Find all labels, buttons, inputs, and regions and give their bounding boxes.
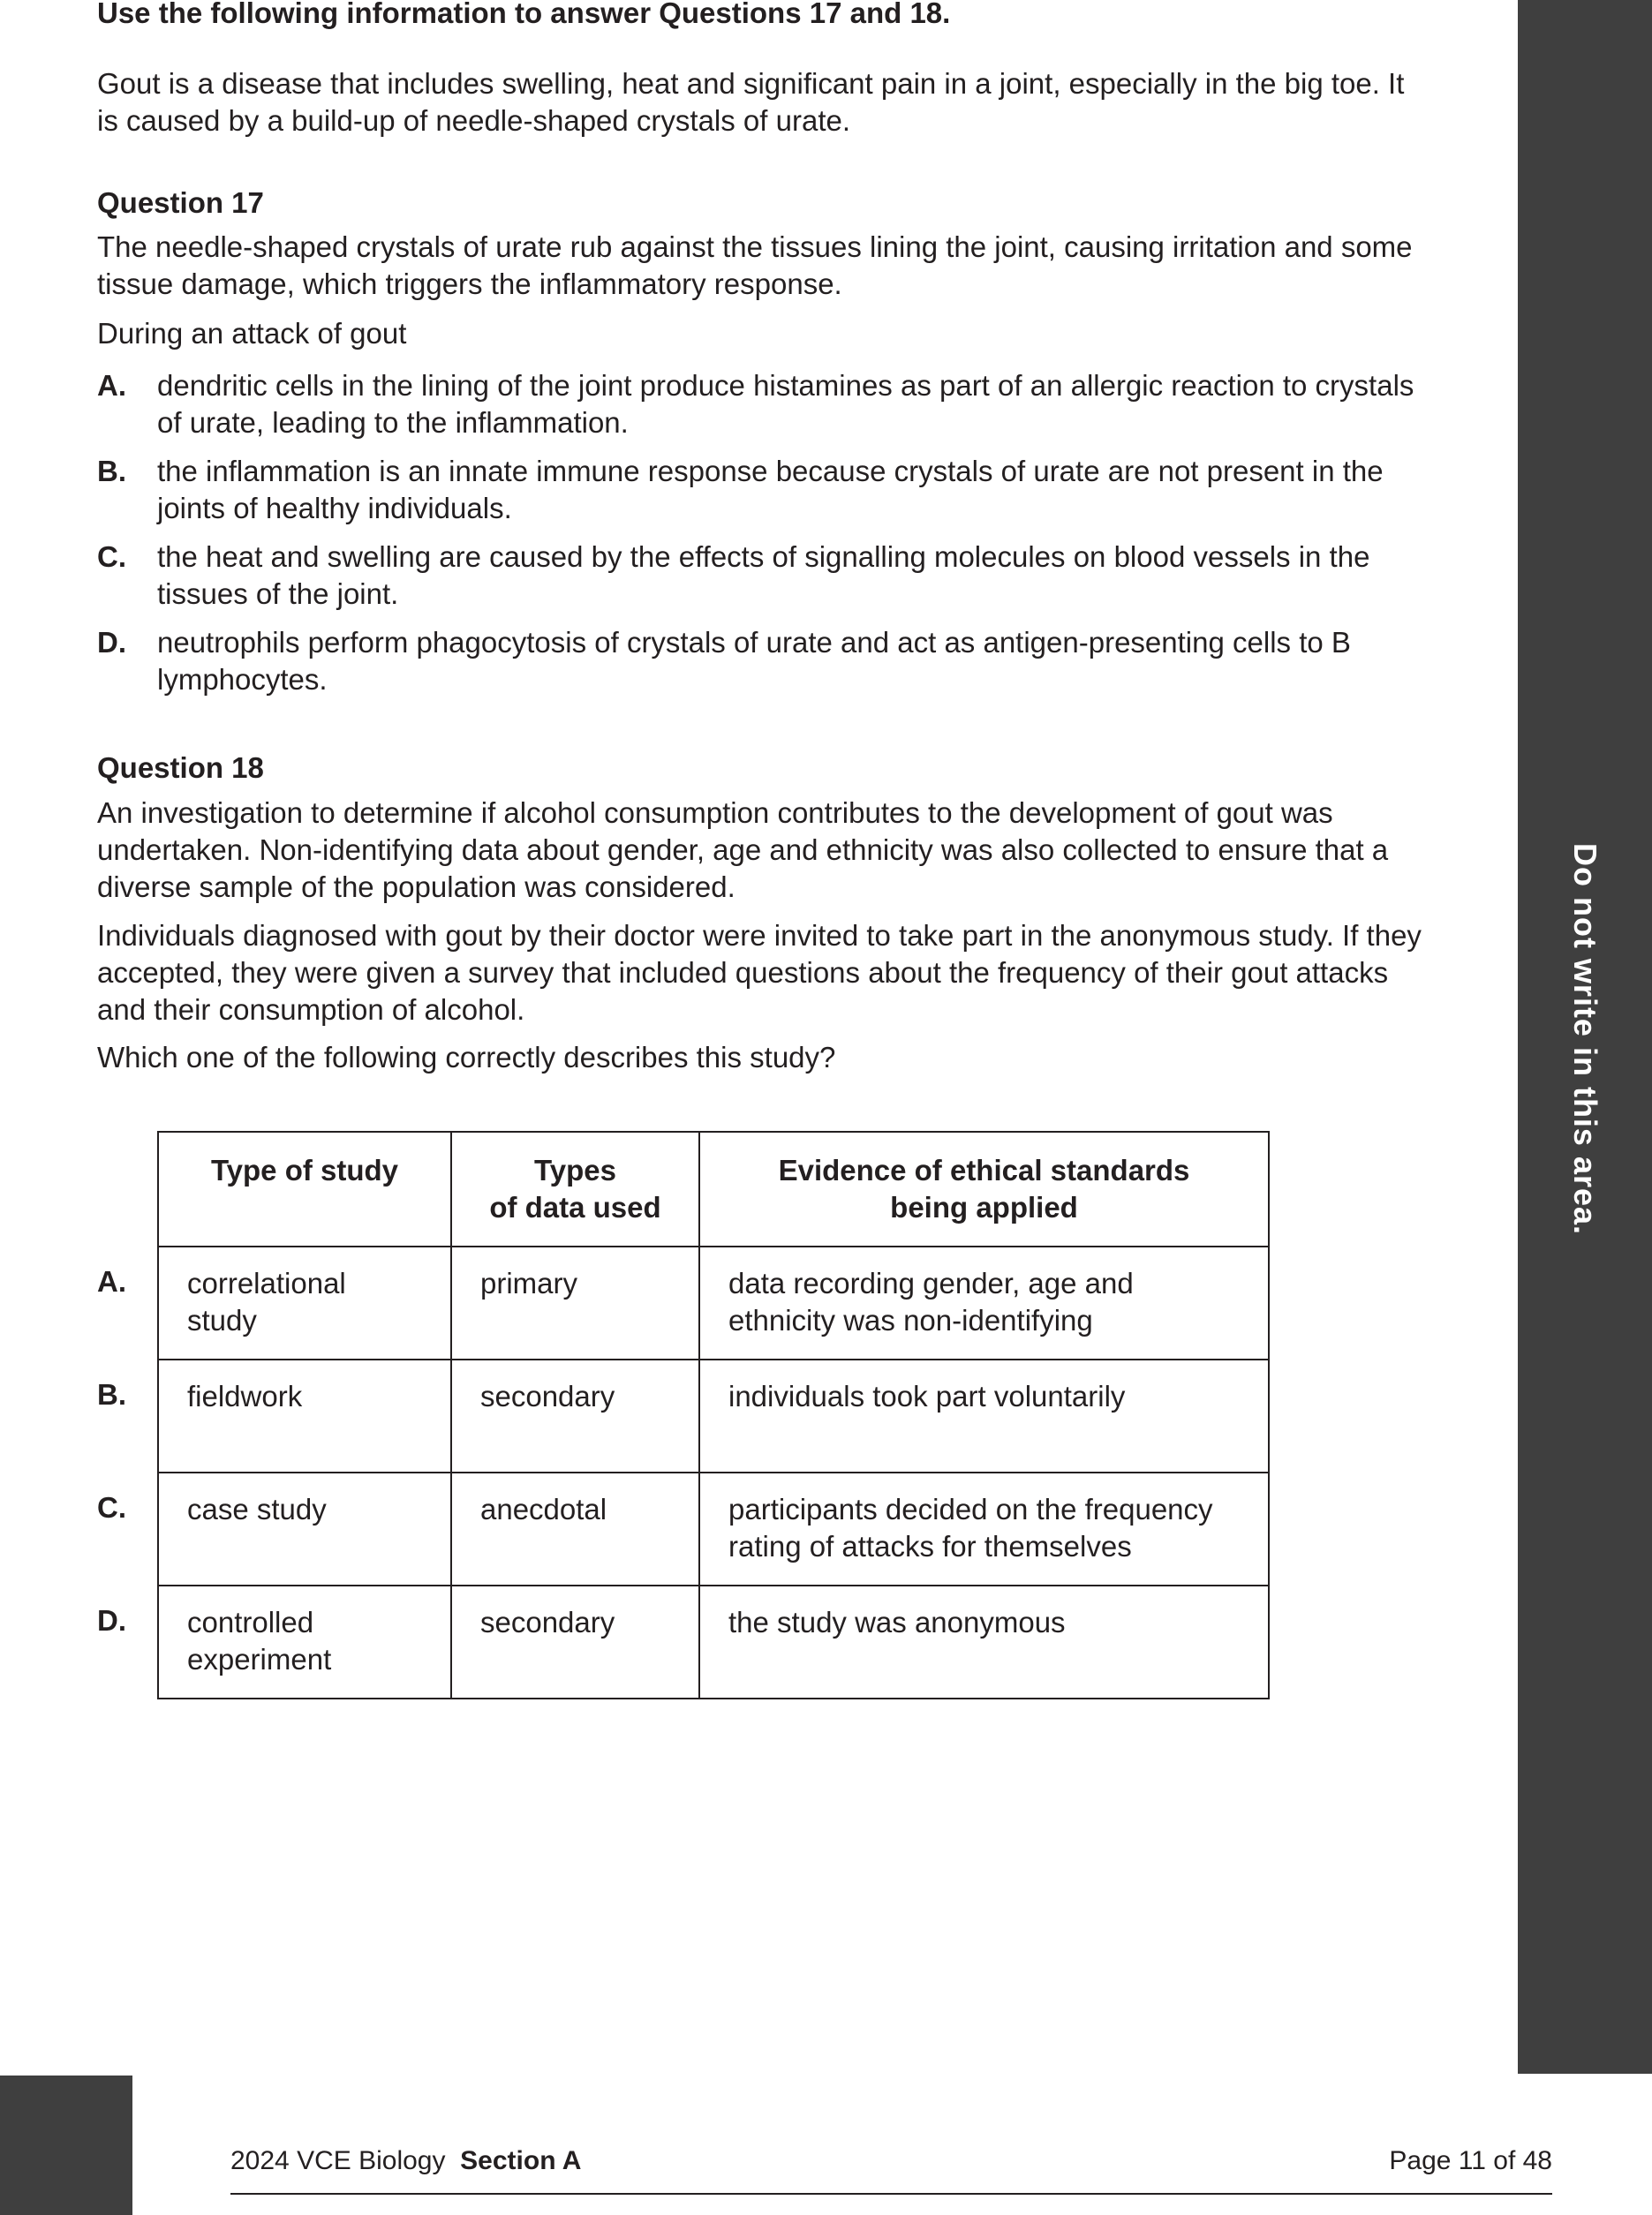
option-text: neutrophils perform phagocytosis of crystals of urate and act as antigen-presenting cells to B lymphocytes.: [157, 626, 1351, 696]
table-row[interactable]: [158, 1473, 1269, 1586]
option-letter: C.: [97, 540, 126, 573]
footer-exam: 2024 VCE Biology: [230, 2146, 446, 2175]
cell-type: fieldwork: [158, 1360, 451, 1473]
option-letter: B.: [97, 455, 126, 487]
cell-data: secondary: [451, 1586, 699, 1699]
question-18-stem-1: An investigation to determine if alcohol consumption contributes to the development of gout was undertaken. Non-identifying data about gender, age and ethnicity was also collected to ensure that a diverse sample of the population was considered.: [97, 796, 1389, 903]
option-letter: D.: [97, 626, 126, 659]
cell-type: case study: [158, 1473, 451, 1586]
footer-divider: [230, 2193, 1552, 2195]
cell-evidence: data recording gender, age and ethnicity was non-identifying: [699, 1247, 1269, 1360]
row-letter-b[interactable]: B.: [97, 1378, 126, 1411]
option-c[interactable]: [97, 539, 1422, 613]
page-number: Page 11 of 48: [1389, 2146, 1552, 2175]
margin-note: Do not write in this area.: [1567, 842, 1603, 1236]
header-types-of-data: Types of data used: [451, 1132, 699, 1247]
option-a[interactable]: [97, 367, 1422, 441]
intro-heading: Use the following information to answer Questions 17 and 18.: [97, 0, 951, 29]
option-text: the heat and swelling are caused by the effects of signalling molecules on blood vessels in the tissues of the joint.: [157, 540, 1370, 610]
option-letter: A.: [97, 369, 126, 402]
cell-data: primary: [451, 1247, 699, 1360]
cell-data: secondary: [451, 1360, 699, 1473]
cell-evidence: the study was anonymous: [699, 1586, 1269, 1699]
question-17-stem: The needle-shaped crystals of urate rub against the tissues lining the joint, causing irritation and some tissue damage, which triggers the inflammatory response.: [97, 230, 1413, 300]
corner-block: [0, 2076, 132, 2215]
row-letter-c[interactable]: C.: [97, 1491, 126, 1524]
option-d[interactable]: [97, 624, 1422, 698]
footer-exam-title: [230, 2145, 581, 2177]
row-letter-d[interactable]: D.: [97, 1604, 126, 1637]
header-ethical-evidence: Evidence of ethical standards being applied: [699, 1132, 1269, 1247]
header-type-of-study: Type of study: [158, 1132, 451, 1247]
question-17-heading: Question 17: [97, 186, 264, 219]
question-17-lead: During an attack of gout: [97, 317, 407, 350]
table-row[interactable]: [158, 1586, 1269, 1699]
row-letter-a[interactable]: A.: [97, 1265, 126, 1298]
intro-text: Gout is a disease that includes swelling, heat and significant pain in a joint, especially in the big toe. It is caused by a build-up of needle-shaped crystals of urate.: [97, 67, 1405, 137]
study-options-table: [157, 1131, 1270, 1699]
cell-evidence: participants decided on the frequency rating of attacks for themselves: [699, 1473, 1269, 1586]
option-text: dendritic cells in the lining of the joint produce histamines as part of an allergic reaction to crystals of urate, leading to the inflammation.: [157, 369, 1414, 439]
footer-section: Section A: [460, 2146, 582, 2175]
cell-type: controlled experiment: [158, 1586, 451, 1699]
cell-data: anecdotal: [451, 1473, 699, 1586]
question-18-stem-2: Individuals diagnosed with gout by their doctor were invited to take part in the anonymous study. If they accepted, they were given a survey that included questions about the frequency of their gout attacks and their consumption of alcohol.: [97, 919, 1422, 1026]
option-text: the inflammation is an innate immune response because crystals of urate are not present in the joints of healthy individuals.: [157, 455, 1384, 524]
question-17-options: [97, 367, 1422, 710]
table-row[interactable]: [158, 1360, 1269, 1473]
question-18-question: Which one of the following correctly describes this study?: [97, 1041, 836, 1074]
table-header-row: [158, 1132, 1269, 1247]
table-row[interactable]: [158, 1247, 1269, 1360]
cell-evidence: individuals took part voluntarily: [699, 1360, 1269, 1473]
option-b[interactable]: [97, 453, 1422, 527]
question-18-heading: Question 18: [97, 751, 264, 784]
cell-type: correlational study: [158, 1247, 451, 1360]
